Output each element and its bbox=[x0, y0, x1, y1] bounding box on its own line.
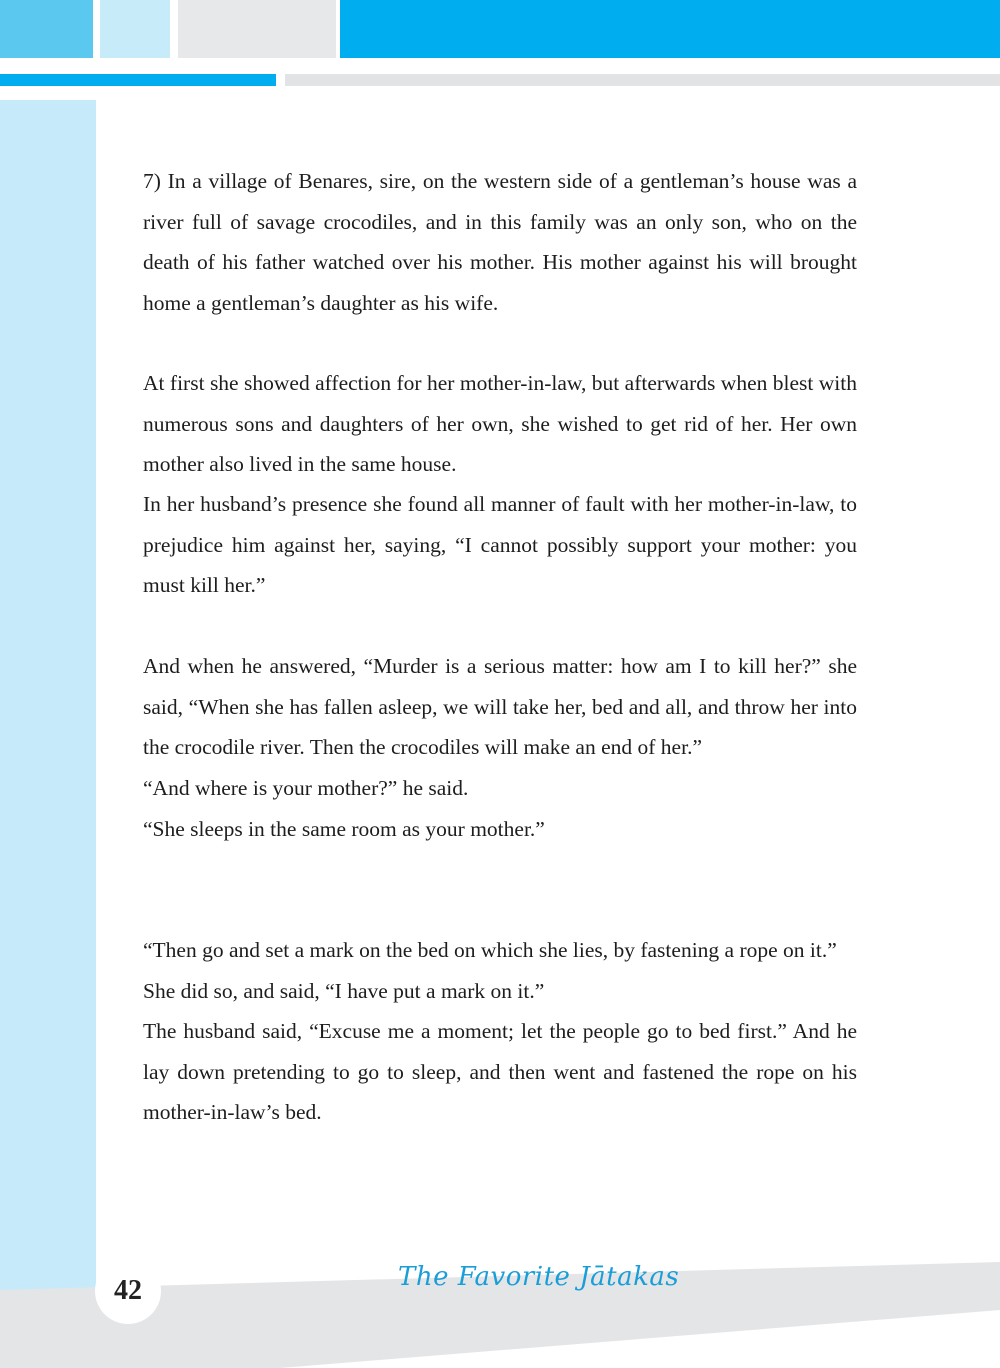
paragraph-2: At first she showed affection for her mother-in-law, but afterwards when blest with numerous sons and daughters of her own, she wished to get rid of her. Her own mother also lived in the same house. bbox=[143, 371, 857, 477]
book-title: The Favorite Jātakas bbox=[398, 1262, 680, 1292]
paragraph-3: In her husband’s presence she found all manner of fault with her mother-in-law, to prejudice him against her, saying, “I cannot possibly support your mother: you must kill her.” bbox=[143, 492, 857, 598]
paragraph-7: “Then go and set a mark on the bed on which she lies, by fastening a rope on it.” bbox=[143, 938, 837, 962]
paragraph-5: “And where is your mother?” he said. bbox=[143, 776, 469, 800]
paragraph-6: “She sleeps in the same room as your mother.” bbox=[143, 817, 545, 841]
page-number: 42 bbox=[95, 1258, 161, 1324]
paragraph-8: She did so, and said, “I have put a mark on it.” bbox=[143, 979, 545, 1003]
paragraph-4: And when he answered, “Murder is a serious matter: how am I to kill her?” she said, “When she has fallen asleep, we will take her, bed and all, and throw her into the crocodile river. Then the crocodiles will make an end of her.” bbox=[143, 654, 857, 760]
paragraph-9: The husband said, “Excuse me a moment; let the people go to bed first.” And he lay down pretending to go to sleep, and then went and fastened the rope on his mother-in-law’s bed. bbox=[143, 1019, 857, 1125]
paragraph-1: 7) In a village of Benares, sire, on the western side of a gentleman’s house was a river full of savage crocodiles, and in this family was an only son, who on the death of his father watched over his mother. His mother against his will brought home a gentleman’s daughter as his wife. bbox=[143, 169, 857, 315]
